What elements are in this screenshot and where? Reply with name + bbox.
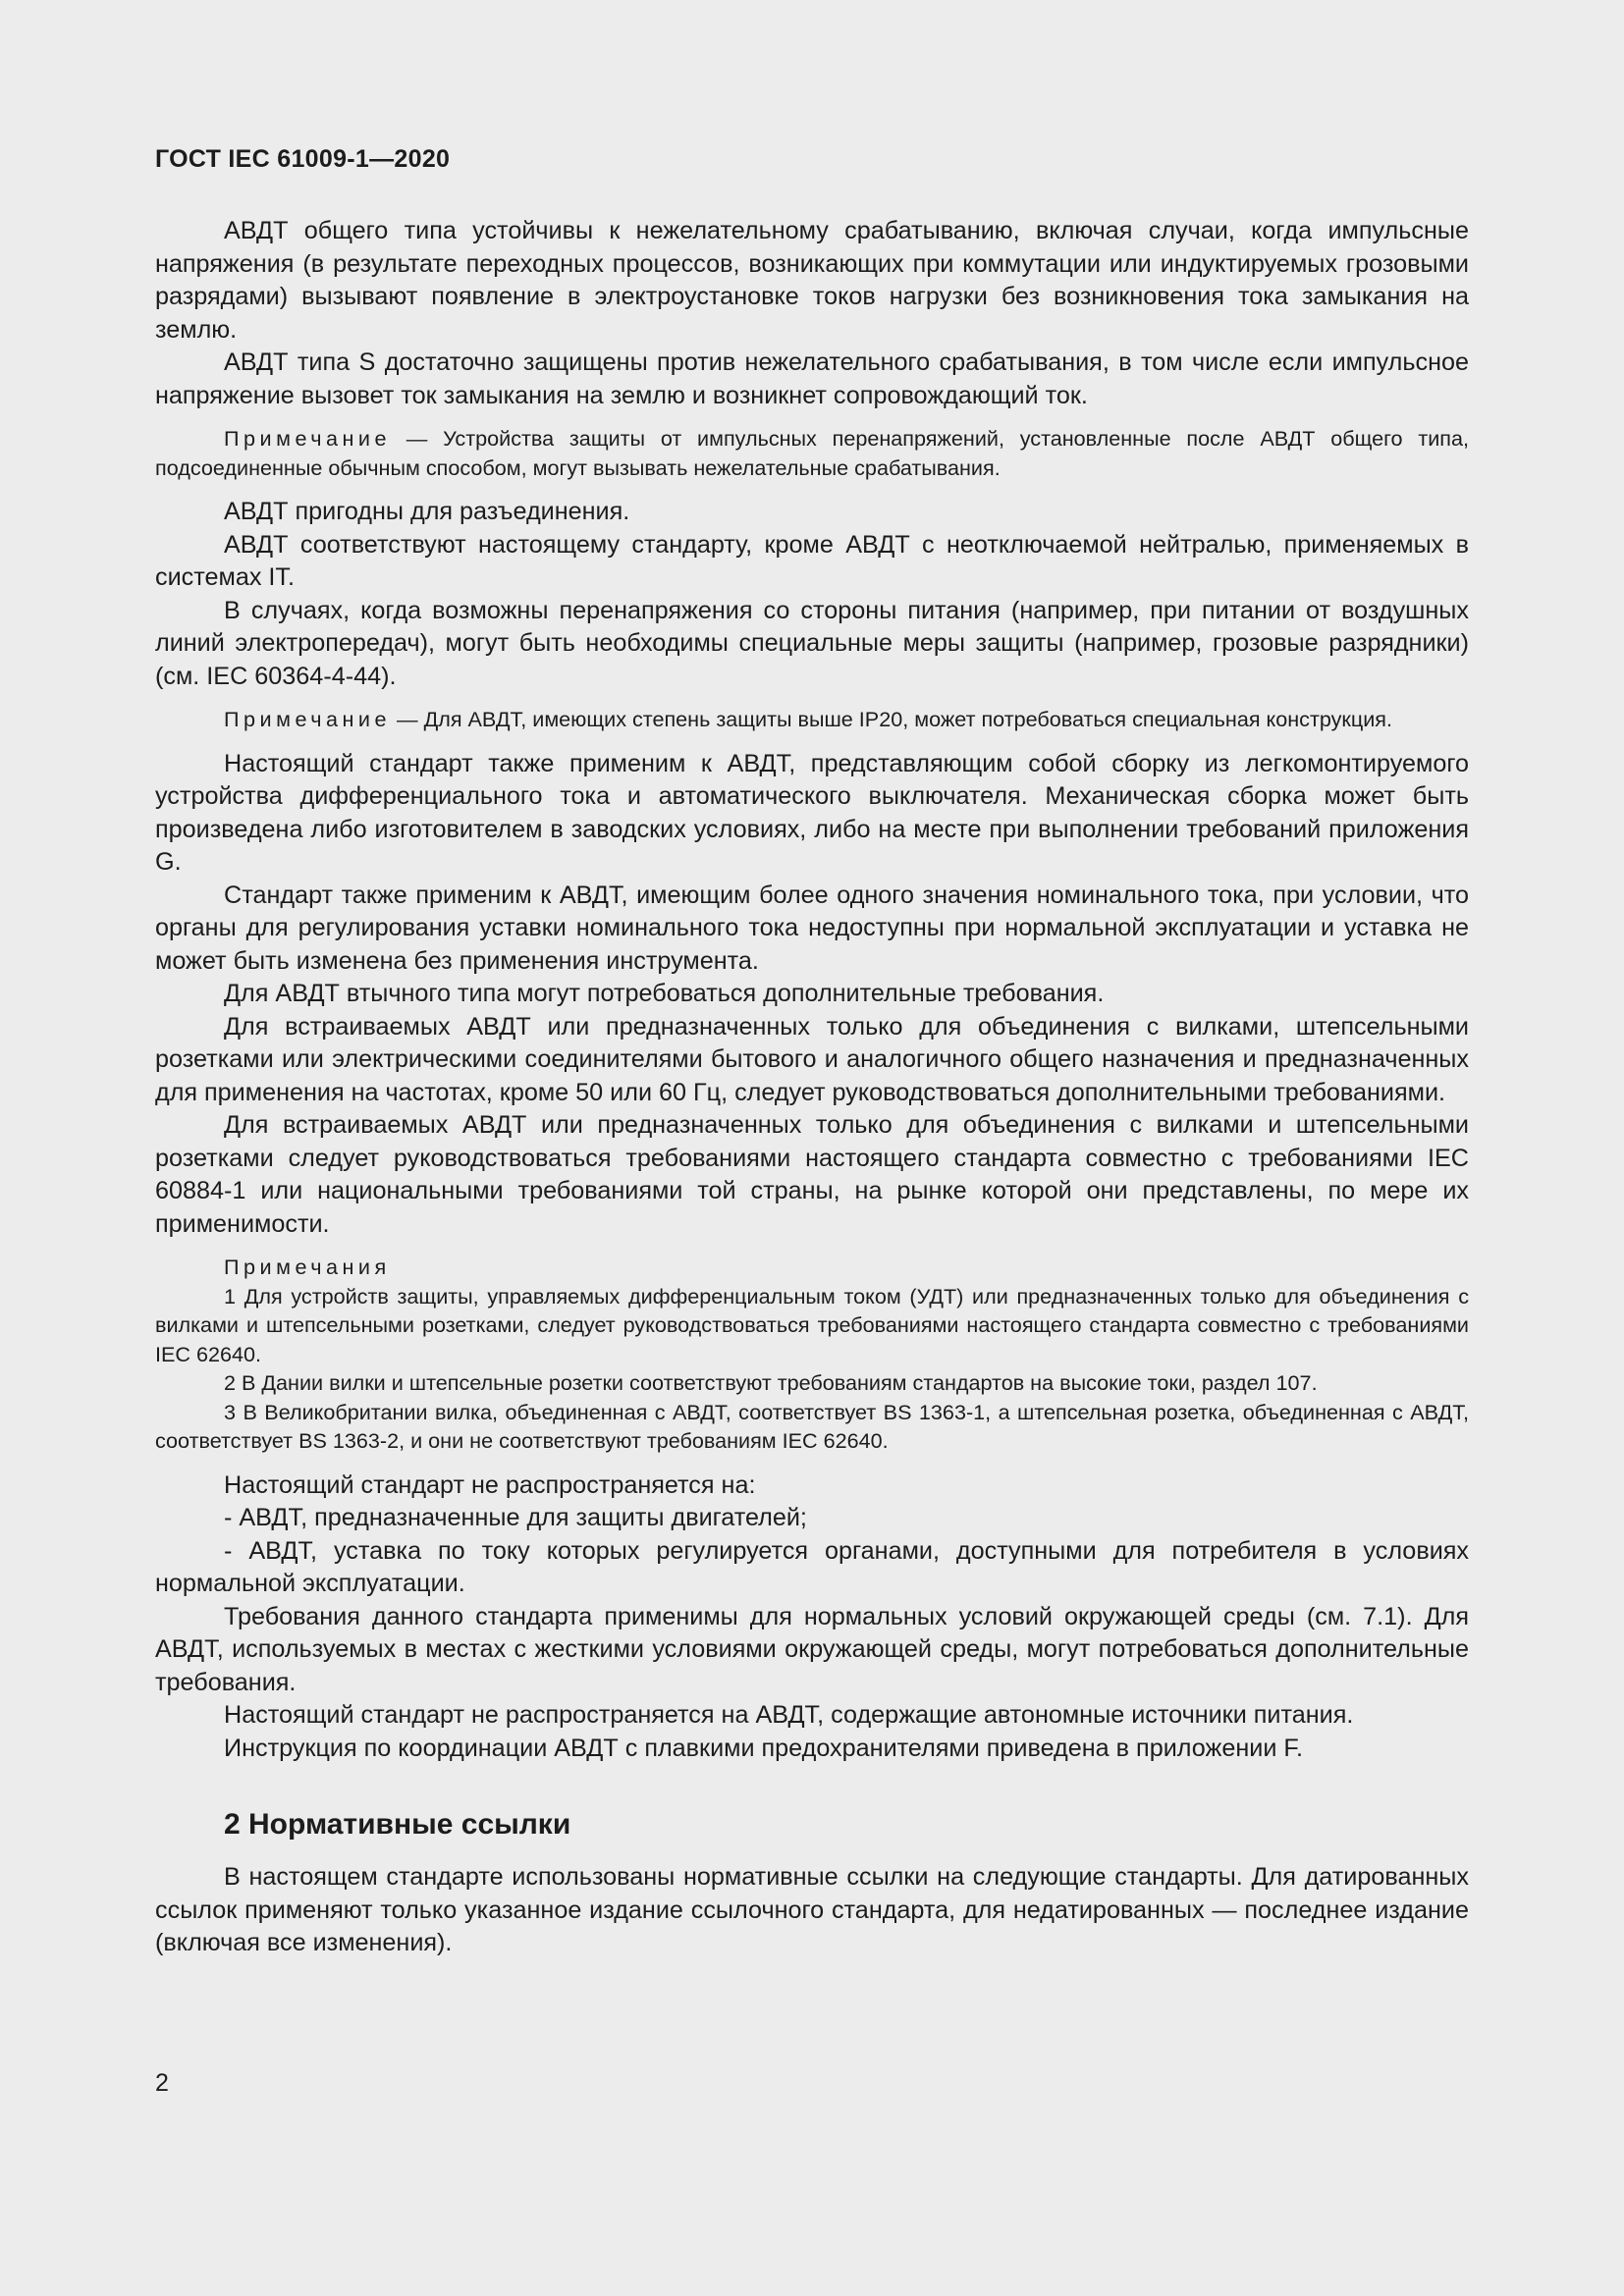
paragraph: В случаях, когда возможны перенапряжения со стороны питания (например, при питании от воздушных линий электропередач), могут быть необходимы специальные меры защиты (например, грозовые разрядники) (см. IEC 60364-4-44).	[155, 596, 1469, 690]
note-label: Примечание	[224, 426, 391, 451]
paragraph: Требования данного стандарта применимы для нормальных условий окружающей среды (см. 7.1). Для АВДТ, используемых в местах с жесткими условиями окружающей среды, могут потребоваться дополнительные требования.	[155, 1602, 1469, 1696]
paragraph: В настоящем стандарте использованы нормативные ссылки на следующие стандарты. Для датированных ссылок применяют только указанное издание ссылочного стандарта, для недатированных — последнее издание (включая все изменения).	[155, 1863, 1469, 1956]
note-item: 3 В Великобритании вилка, объединенная с АВДТ, соответствует BS 1363-1, а штепсельная розетка, объединенная с АВДТ, соответствует BS 1363-2, и они не соответствуют требованиям IEC 62640.	[155, 1399, 1469, 1453]
note-label: Примечание	[224, 707, 391, 731]
paragraph: АВДТ типа S достаточно защищены против нежелательного срабатывания, в том числе если импульсное напряжение вызовет ток замыкания на землю и возникнет сопровождающий ток.	[155, 348, 1469, 409]
note-text: — Устройства защиты от импульсных перенапряжений, установленные после АВДТ общего типа, подсоединенные обычным способом, могут вызывать нежелательные срабатывания.	[155, 426, 1469, 480]
block-2	[155, 496, 1469, 693]
block-1	[155, 215, 1469, 412]
page-number: 2	[155, 2069, 169, 2097]
notes-3	[155, 1253, 1469, 1456]
paragraph: Настоящий стандарт также применим к АВДТ, представляющим собой сборку из легкомонтируемого устройства дифференциального тока и автоматического выключателя. Механическая сборка может быть произведена либо изготовителем в заводских условиях, либо на месте при выполнении требований приложения G.	[155, 749, 1469, 876]
paragraph: Для встраиваемых АВДТ или предназначенных только для объединения с вилками и штепсельными розетками следует руководствоваться требованиями настоящего стандарта совместно с требованиями IEC 60884-1 или национальными требованиями той страны, на рынке которой они представлены, по мере их применимости.	[155, 1111, 1469, 1238]
notes-label: Примечания	[224, 1255, 391, 1279]
paragraph: Для встраиваемых АВДТ или предназначенных только для объединения с вилками, штепсельными розетками или электрическими соединителями бытового и аналогичного общего назначения и предназначенных для применения на частотах, кроме 50 или 60 Гц, следует руководствоваться дополнительными требованиями.	[155, 1012, 1469, 1106]
paragraph: Настоящий стандарт не распространяется на АВДТ, содержащие автономные источники питания.	[224, 1701, 1354, 1729]
note-1	[155, 424, 1469, 482]
paragraph: Настоящий стандарт не распространяется на:	[224, 1470, 756, 1499]
paragraph: - АВДТ, уставка по току которых регулируется органами, доступными для потребителя в условиях нормальной эксплуатации.	[155, 1536, 1469, 1597]
paragraph: Для АВДТ втычного типа могут потребоваться дополнительные требования.	[224, 980, 1105, 1007]
note-item: 2 В Дании вилки и штепсельные розетки соответствуют требованиям стандартов на высокие токи, раздел 107.	[224, 1370, 1318, 1395]
note-text: — Для АВДТ, имеющих степень защиты выше IP20, может потребоваться специальная конструкция.	[391, 707, 1392, 731]
paragraph: АВДТ соответствуют настоящему стандарту, кроме АВДТ с неотключаемой нейтралью, применяемых в системах IT.	[155, 530, 1469, 591]
document-header: ГОСТ IEC 61009-1—2020	[155, 145, 451, 173]
paragraph: АВДТ общего типа устойчивы к нежелательному срабатыванию, включая случаи, когда импульсные напряжения (в результате переходных процессов, возникающих при коммутации или индуктируемых грозовыми разрядами) вызывают появление в электроустановке токов нагрузки без возникновения тока замыкания на землю.	[155, 217, 1469, 344]
block-4	[155, 1469, 1469, 1766]
paragraph: Инструкция по координации АВДТ с плавкими предохранителями приведена в приложении F.	[224, 1734, 1303, 1762]
section-title: 2 Нормативные ссылки	[224, 1808, 571, 1841]
paragraph: - АВДТ, предназначенные для защиты двигателей;	[224, 1504, 807, 1531]
note-2	[155, 705, 1469, 734]
block-3	[155, 748, 1469, 1242]
note-item: 1 Для устройств защиты, управляемых дифференциальным током (УДТ) или предназначенных только для объединения с вилками и штепсельными розетками, следует руководствоваться требованиями настоящего стандарта совместно с требованиями IEC 62640.	[155, 1283, 1469, 1366]
paragraph: Стандарт также применим к АВДТ, имеющим более одного значения номинального тока, при условии, что органы для регулирования уставки номинального тока недоступны при нормальной эксплуатации и уставка не может быть изменена без применения инструмента.	[155, 881, 1469, 975]
paragraph: АВДТ пригодны для разъединения.	[224, 498, 630, 525]
document-page	[155, 145, 1469, 1960]
